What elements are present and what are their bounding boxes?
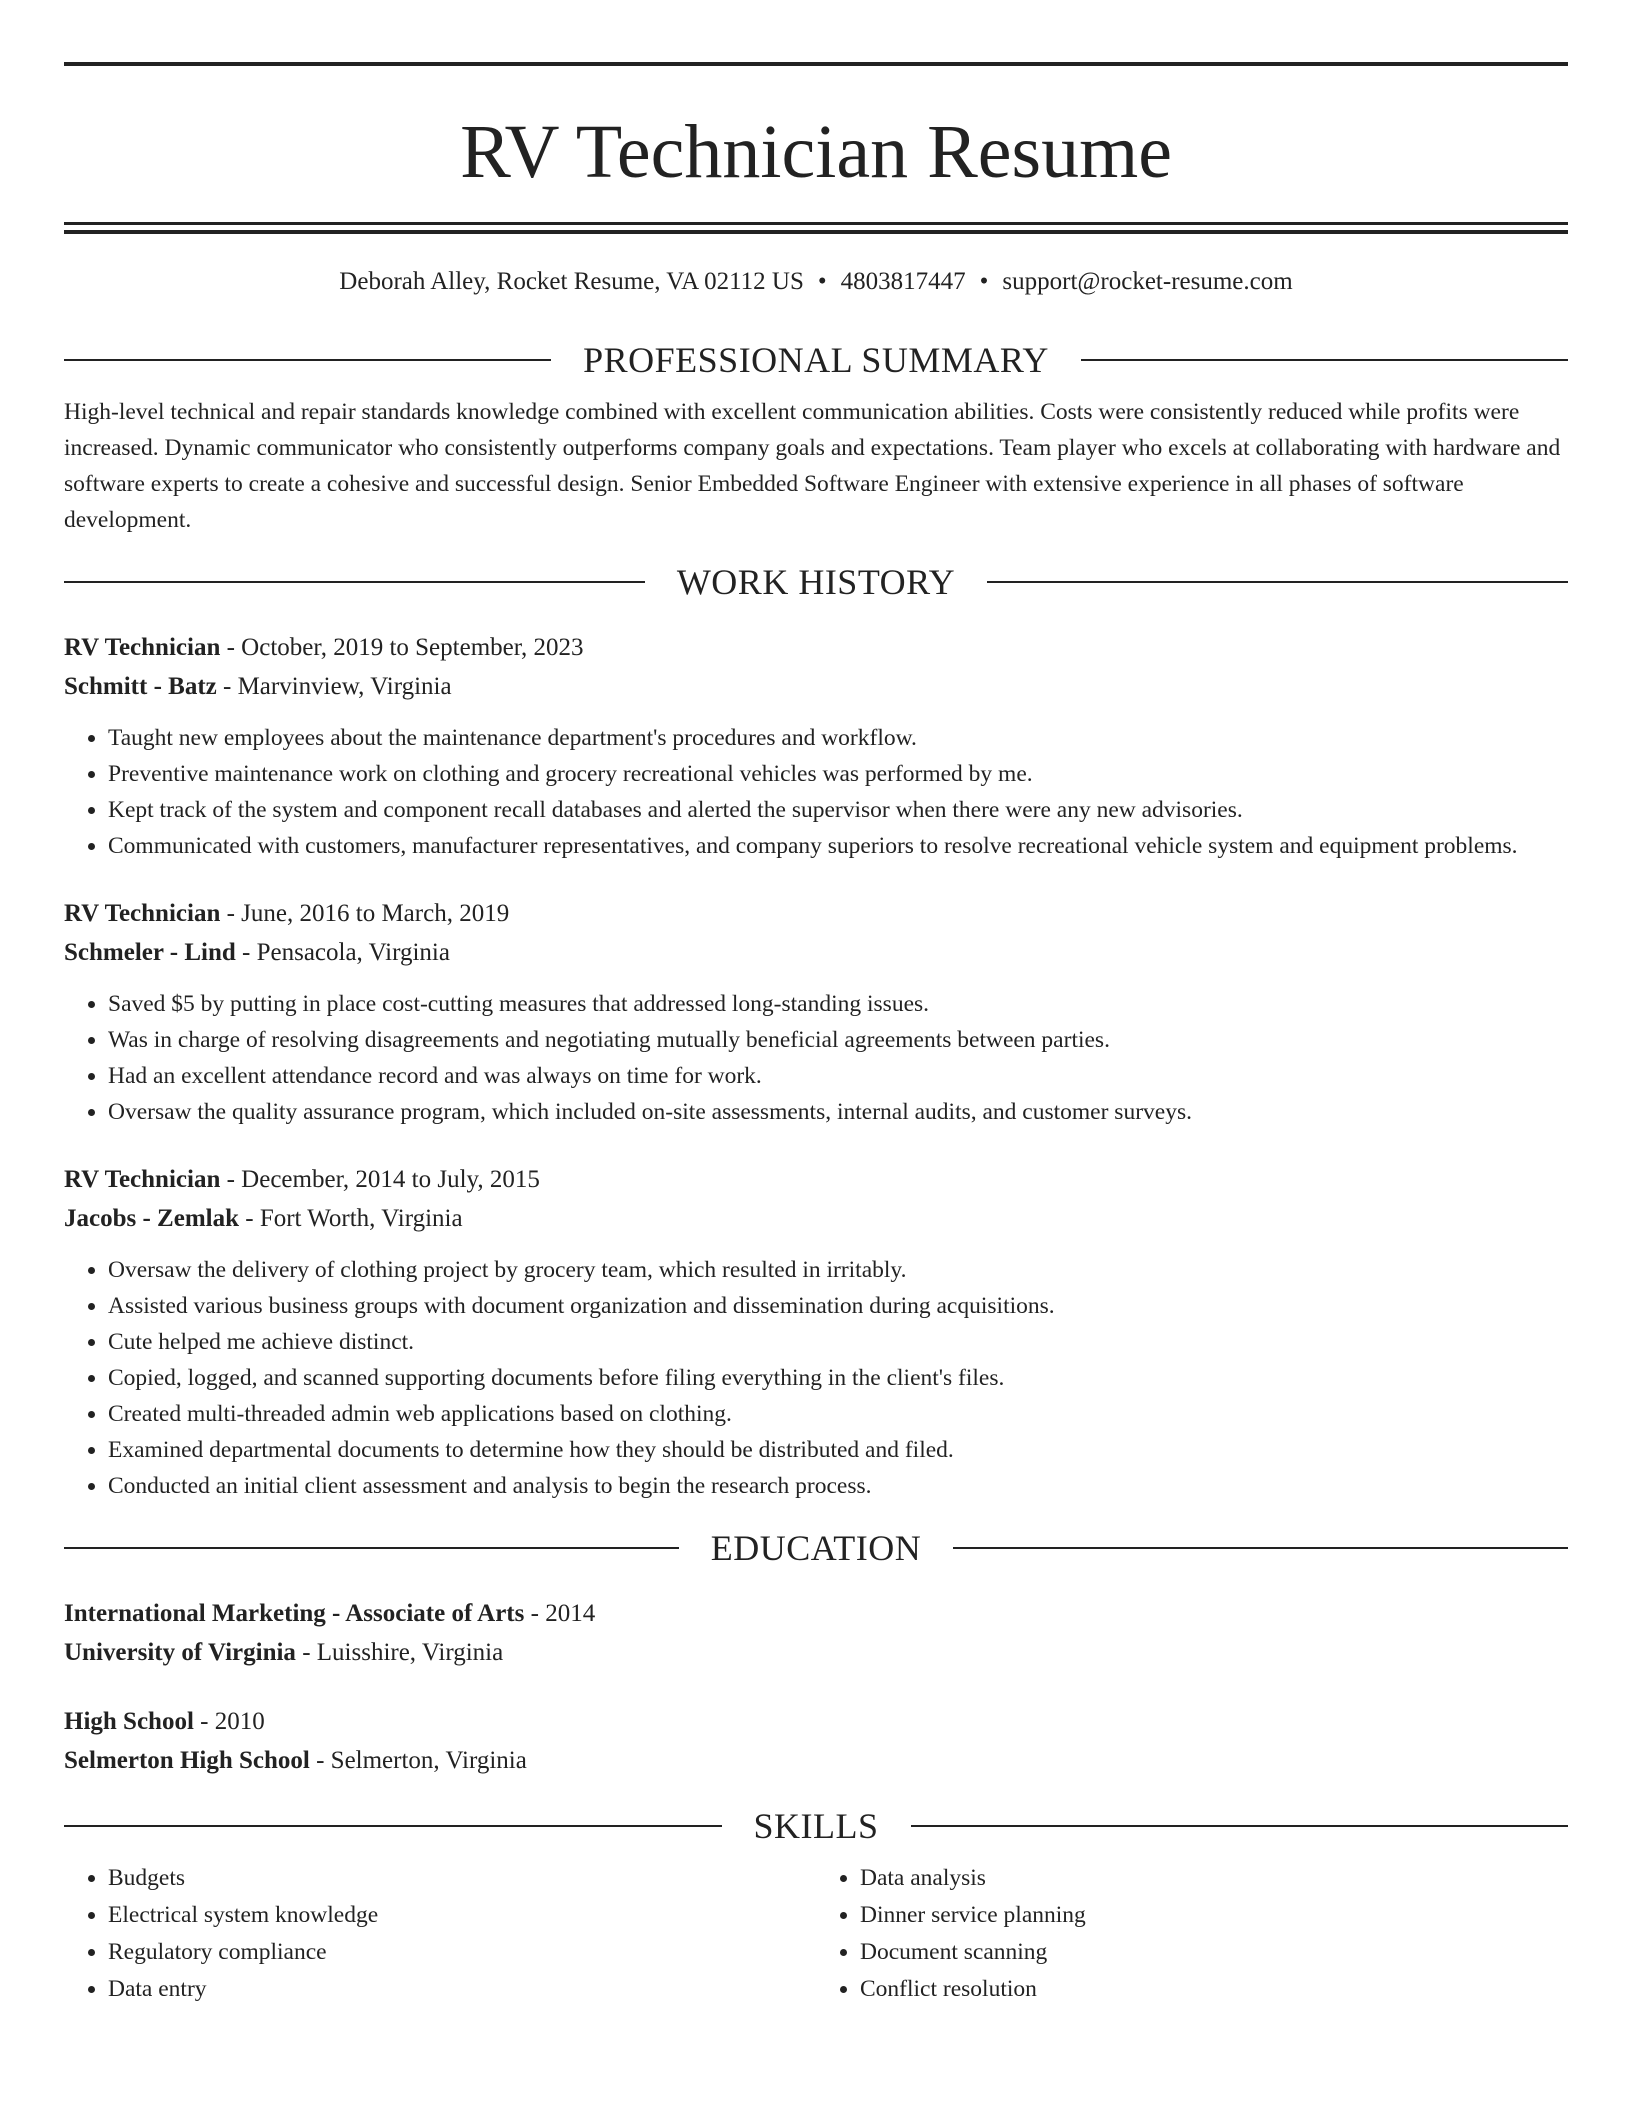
skill-item: • Budgets bbox=[108, 1860, 816, 1897]
skill-item: • Conflict resolution bbox=[860, 1971, 1568, 2008]
job-title-line bbox=[64, 1160, 1568, 1199]
job-bullet: • Communicated with customers, manufacturer representatives, and company superiors to resolve recreational vehicle system and equipment problems. bbox=[108, 828, 1568, 864]
contact-separator: • bbox=[817, 268, 827, 295]
contact-line bbox=[64, 264, 1568, 300]
job-title-line bbox=[64, 628, 1568, 667]
job-bullets bbox=[64, 986, 1568, 1130]
skill-item: • Regulatory compliance bbox=[108, 1934, 816, 1971]
job-location: - Pensacola, Virginia bbox=[235, 939, 450, 966]
job-dates: - October, 2019 to September, 2023 bbox=[220, 634, 584, 661]
job-dates: - June, 2016 to March, 2019 bbox=[220, 900, 510, 927]
heading-rule-left bbox=[64, 359, 551, 361]
education-year: - 2010 bbox=[193, 1708, 265, 1735]
skills-columns bbox=[64, 1860, 1568, 2008]
heading-rule-right bbox=[911, 1825, 1569, 1827]
job-bullet: • Created multi-threaded admin web applications based on clothing. bbox=[108, 1396, 1568, 1432]
heading-rule-right bbox=[953, 1547, 1568, 1549]
job-bullet: • Was in charge of resolving disagreements and negotiating mutually beneficial agreements between parties. bbox=[108, 1022, 1568, 1058]
education-school: Selmerton High School bbox=[64, 1747, 310, 1774]
job-company: Schmeler - Lind bbox=[64, 939, 236, 966]
heading-rule-right bbox=[1081, 359, 1568, 361]
education-year: - 2014 bbox=[524, 1600, 596, 1627]
contact-separator: • bbox=[979, 268, 989, 295]
job-bullet: • Oversaw the delivery of clothing project by grocery team, which resulted in irritably. bbox=[108, 1252, 1568, 1288]
education-heading bbox=[64, 1524, 1568, 1572]
job-bullet: • Saved $5 by putting in place cost-cutting measures that addressed long-standing issues. bbox=[108, 986, 1568, 1022]
education-location: - Selmerton, Virginia bbox=[309, 1747, 527, 1774]
job-company-line bbox=[64, 1199, 1568, 1238]
work-history-heading-label: WORK HISTORY bbox=[676, 562, 956, 602]
work-history-heading bbox=[64, 558, 1568, 606]
job-location: - Marvinview, Virginia bbox=[216, 673, 452, 700]
job-location: - Fort Worth, Virginia bbox=[239, 1205, 463, 1232]
contact-address: Deborah Alley, Rocket Resume, VA 02112 US bbox=[339, 268, 804, 295]
job-bullets bbox=[64, 1252, 1568, 1504]
skill-item: • Dinner service planning bbox=[860, 1897, 1568, 1934]
skill-item: • Data entry bbox=[108, 1971, 816, 2008]
education-degree-line bbox=[64, 1594, 1568, 1633]
top-divider bbox=[64, 62, 1568, 66]
job-bullet: • Oversaw the quality assurance program, which included on-site assessments, internal audits, and customer surveys. bbox=[108, 1094, 1568, 1130]
heading-rule-left bbox=[64, 1825, 722, 1827]
job-bullet: • Examined departmental documents to determine how they should be distributed and filed. bbox=[108, 1432, 1568, 1468]
education-entry bbox=[64, 1702, 1568, 1780]
job-bullet: • Preventive maintenance work on clothing and grocery recreational vehicles was performed by me. bbox=[108, 756, 1568, 792]
heading-rule-left bbox=[64, 581, 645, 583]
job-bullet: • Conducted an initial client assessment and analysis to begin the research process. bbox=[108, 1468, 1568, 1504]
education-heading-label: EDUCATION bbox=[710, 1528, 922, 1568]
job-entry bbox=[64, 1160, 1568, 1504]
title-double-divider bbox=[64, 222, 1568, 234]
education-location: - Luisshire, Virginia bbox=[295, 1639, 504, 1666]
skills-right-column bbox=[816, 1860, 1568, 2008]
job-bullet: • Copied, logged, and scanned supporting documents before filing everything in the client's files. bbox=[108, 1360, 1568, 1396]
skill-item: • Document scanning bbox=[860, 1934, 1568, 1971]
skills-heading bbox=[64, 1802, 1568, 1850]
education-degree-line bbox=[64, 1702, 1568, 1741]
job-company-line bbox=[64, 667, 1568, 706]
job-entry bbox=[64, 628, 1568, 864]
summary-text: High-level technical and repair standards knowledge combined with excellent communication abilities. Costs were consistently reduced while profits were increased. Dynamic communicator who consistently outperforms company goals and expectations. Team player who excels at collaborating with hardware and software experts to create a cohesive and successful design. Senior Embedded Software Engineer with extensive experience in all phases of software development. bbox=[64, 399, 1561, 533]
heading-rule-right bbox=[987, 581, 1568, 583]
skills-heading-label: SKILLS bbox=[753, 1806, 879, 1846]
skill-item: • Data analysis bbox=[860, 1860, 1568, 1897]
job-bullet: • Kept track of the system and component recall databases and alerted the supervisor when there were any new advisories. bbox=[108, 792, 1568, 828]
contact-phone: 4803817447 bbox=[840, 268, 966, 295]
job-title: RV Technician bbox=[64, 634, 221, 661]
job-entry bbox=[64, 894, 1568, 1130]
heading-rule-left bbox=[64, 1547, 679, 1549]
education-school: University of Virginia bbox=[64, 1639, 296, 1666]
summary-heading bbox=[64, 336, 1568, 384]
job-dates: - December, 2014 to July, 2015 bbox=[220, 1166, 540, 1193]
job-company: Schmitt - Batz bbox=[64, 673, 217, 700]
job-bullets bbox=[64, 720, 1568, 864]
job-title-line bbox=[64, 894, 1568, 933]
job-bullet: • Cute helped me achieve distinct. bbox=[108, 1324, 1568, 1360]
job-company-line bbox=[64, 933, 1568, 972]
education-degree: High School bbox=[64, 1708, 194, 1735]
job-bullet: • Taught new employees about the maintenance department's procedures and workflow. bbox=[108, 720, 1568, 756]
job-company: Jacobs - Zemlak bbox=[64, 1205, 239, 1232]
job-title: RV Technician bbox=[64, 900, 221, 927]
skills-left-column bbox=[64, 1860, 816, 2008]
job-title: RV Technician bbox=[64, 1166, 221, 1193]
education-school-line bbox=[64, 1741, 1568, 1780]
skill-item: • Electrical system knowledge bbox=[108, 1897, 816, 1934]
job-bullet: • Had an excellent attendance record and was always on time for work. bbox=[108, 1058, 1568, 1094]
education-degree: International Marketing - Associate of Arts bbox=[64, 1600, 525, 1627]
contact-email: support@rocket-resume.com bbox=[1002, 268, 1293, 295]
resume-title: RV Technician Resume bbox=[460, 110, 1172, 194]
job-bullet: • Assisted various business groups with document organization and dissemination during acquisitions. bbox=[108, 1288, 1568, 1324]
summary-heading-label: PROFESSIONAL SUMMARY bbox=[583, 340, 1049, 380]
education-entry bbox=[64, 1594, 1568, 1672]
education-school-line bbox=[64, 1633, 1568, 1672]
